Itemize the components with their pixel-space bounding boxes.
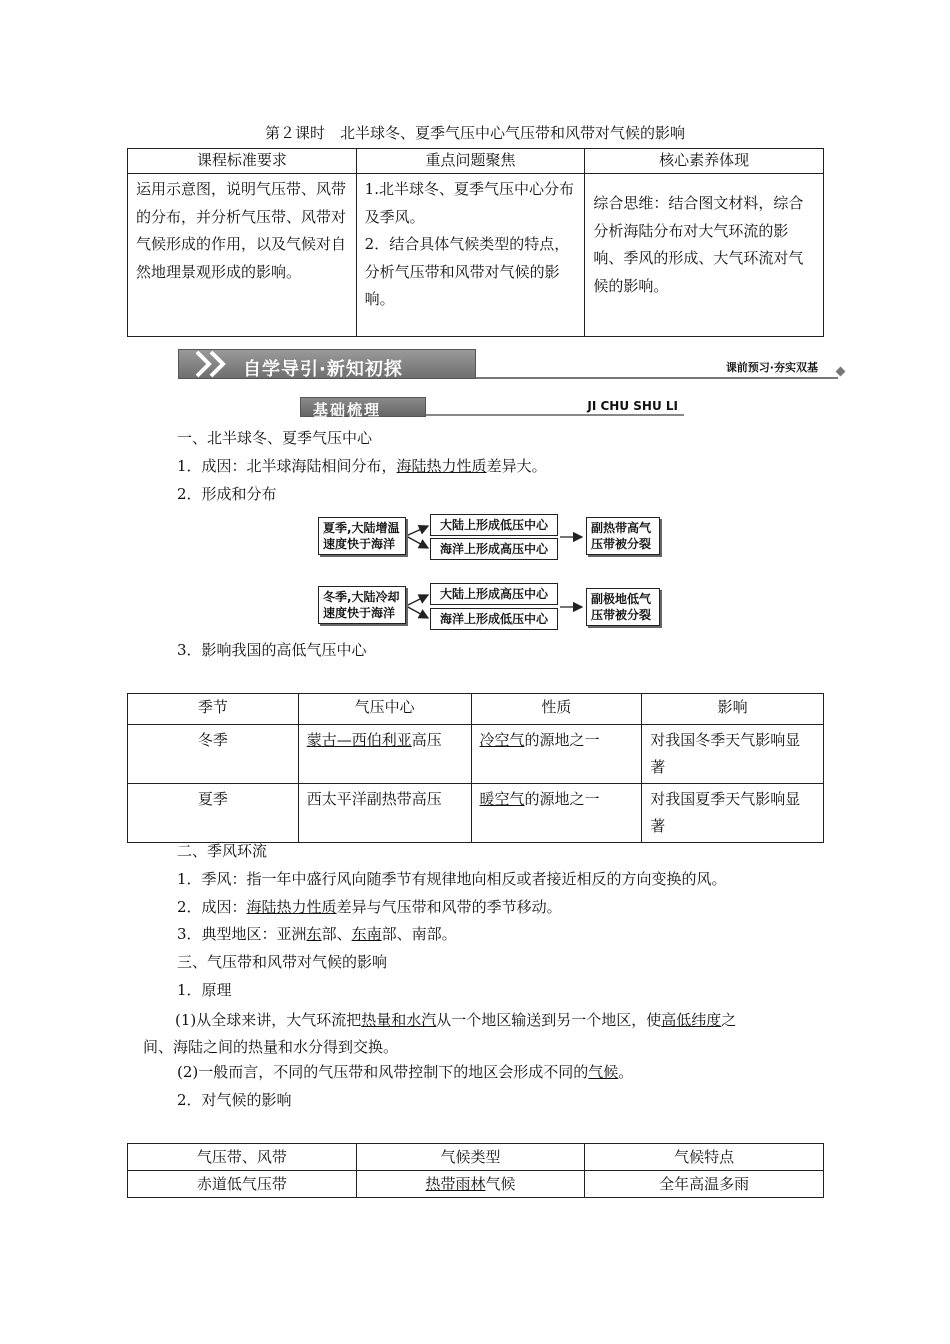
nature-cell: 暖空气的源地之一 [471,784,642,843]
table-row [128,784,824,843]
paragraph: 1．成因：北半球海陆相间分布，海陆热力性质差异大。 [177,457,547,475]
winter-result-box: 副极地低气压带被分裂 [586,588,660,626]
focus-item-2: 2．结合具体气候类型的特点，分析气压带和风带对气候的影响。 [364,235,570,308]
season-cell: 夏季 [128,784,299,843]
winter-cause-box: 冬季,大陆冷却速度快于海洋 [318,586,406,624]
subsection-banner [300,397,684,419]
table-header: 气压中心 [298,694,471,725]
banner-bar [178,349,476,379]
season-cell: 冬季 [128,725,299,784]
paragraph: 1．原理 [177,981,232,999]
standards-table [127,148,824,337]
paragraph: 间、海陆之间的热量和水分得到交换。 [143,1038,399,1056]
table-header: 影响 [642,694,824,725]
subsection-pinyin: JI CHU SHU LI [587,399,678,413]
pressure-center-table [127,693,824,843]
underlined-answer: 海陆热力性质 [396,457,487,475]
paragraph: (1)从全球来讲，大气环流把热量和水汽从一个地区输送到另一个地区，使高低纬度之 [175,1011,737,1029]
belt-cell: 赤道低气压带 [128,1171,357,1198]
standards-cell [356,174,585,337]
nature-cell: 冷空气的源地之一 [471,725,642,784]
climate-type-cell: 热带雨林气候 [356,1171,585,1198]
section-heading: 三、气压带和风带对气候的影响 [177,953,388,971]
standards-cell: 综合思维：结合图文材料，综合分析海陆分布对大气环流的影响、季风的形成、大气环流对气候的影响。 [585,174,824,337]
paragraph: 3．典型地区：亚洲东部、东南部、南部。 [177,925,457,943]
paragraph: 3．影响我国的高低气压中心 [177,641,367,659]
focus-item-1: 1.北半球冬、夏季气压中心分布及季风。 [364,180,574,226]
table-header: 课程标准要求 [128,149,357,174]
paragraph: 1．季风：指一年中盛行风向随季节有规律地向相反或者接近相反的方向变换的风。 [177,870,727,888]
banner-subtitle: 课前预习·夯实双基 [725,361,818,374]
page-title: 第２课时 北半球冬、夏季气压中心气压带和风带对气候的影响 [264,124,685,142]
table-header: 气压带、风带 [128,1144,357,1171]
center-cell: 蒙古—西伯利亚高压 [298,725,471,784]
table-header: 气候类型 [356,1144,585,1171]
diamond-icon [836,367,846,377]
table-header: 核心素养体现 [585,149,824,174]
table-row [128,1171,824,1198]
pressure-center-diagram [318,512,668,632]
paragraph: (2)一般而言，不同的气压带和风带控制下的地区会形成不同的气候。 [177,1063,634,1081]
double-chevron-icon [193,350,233,378]
paragraph: 2．成因：海陆热力性质差异与气压带和风带的季节移动。 [177,898,562,916]
summer-cause-box: 夏季,大陆增温速度快于海洋 [318,517,406,555]
summer-sea-box: 海洋上形成高压中心 [430,538,558,560]
summer-land-box: 大陆上形成低压中心 [430,514,558,536]
effect-cell: 对我国冬季天气影响显著 [642,725,824,784]
table-header: 气候特点 [585,1144,824,1171]
paragraph: 2．形成和分布 [177,485,277,503]
section-heading: 二、季风环流 [177,842,268,860]
subsection-title: 基础梳理 [313,401,382,419]
paragraph: 2．对气候的影响 [177,1091,292,1109]
section-heading: 一、北半球冬、夏季气压中心 [177,429,373,447]
divider [426,414,684,416]
section-banner [178,347,846,381]
summer-result-box: 副热带高气压带被分裂 [586,517,660,555]
table-header: 季节 [128,694,299,725]
center-cell: 西太平洋副热带高压 [298,784,471,843]
table-row [128,725,824,784]
climate-table [127,1143,824,1198]
climate-feature-cell: 全年高温多雨 [585,1171,824,1198]
divider [476,377,838,379]
table-header: 重点问题聚焦 [356,149,585,174]
effect-cell: 对我国夏季天气影响显著 [642,784,824,843]
banner-bar [300,397,426,417]
banner-title: 自学导引·新知初探 [243,359,403,380]
winter-sea-box: 海洋上形成低压中心 [430,608,558,630]
winter-land-box: 大陆上形成高压中心 [430,583,558,605]
table-header: 性质 [471,694,642,725]
standards-cell: 运用示意图，说明气压带、风带的分布，并分析气压带、风带对气候形成的作用，以及气候对自然地理景观形成的影响。 [128,174,357,337]
